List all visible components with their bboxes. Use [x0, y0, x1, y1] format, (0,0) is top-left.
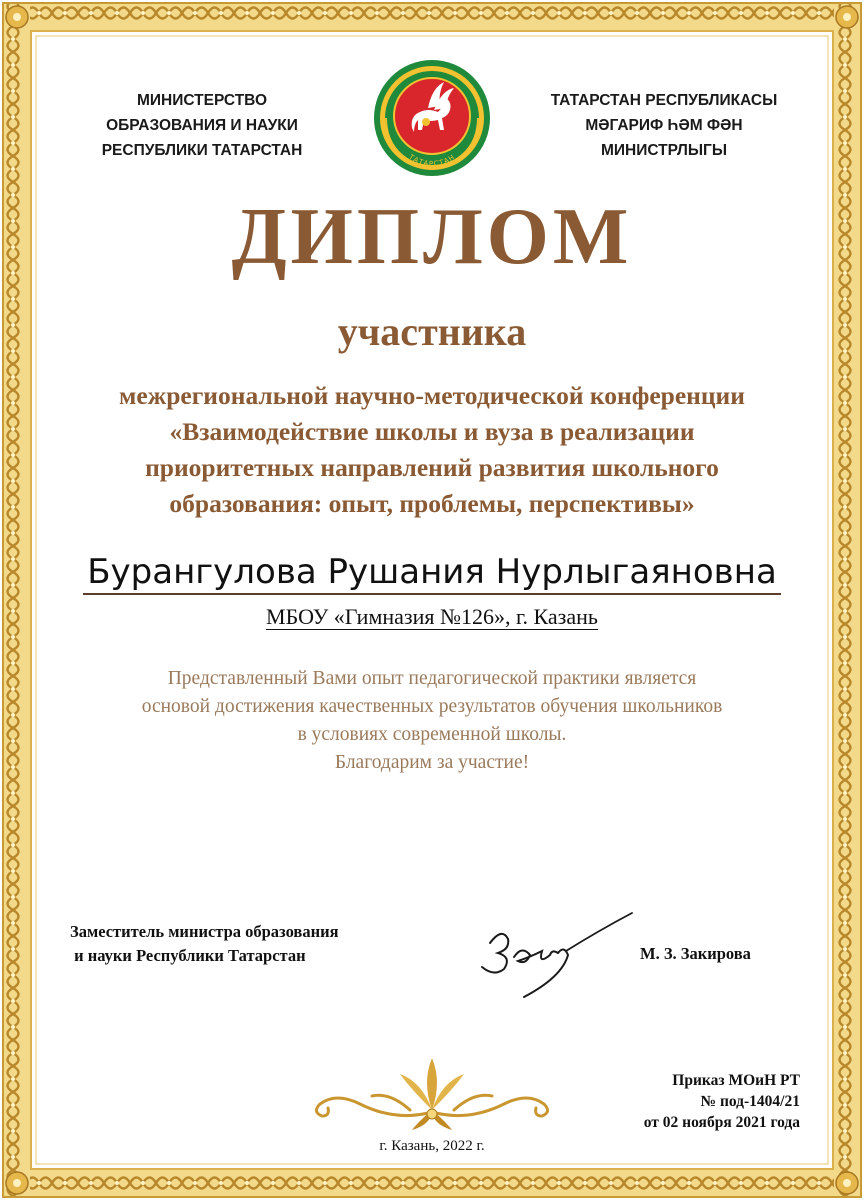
signatory-role — [70, 920, 430, 968]
appreciation-line-4: Благодарим за участие! — [334, 752, 530, 773]
ministry-line-1: МИНИСТЕРСТВО — [136, 92, 268, 109]
ministry-name-tatar — [534, 88, 794, 163]
order-line-2: № под-1404/21 — [700, 1093, 800, 1110]
ministry-tatar-line-2: МӘГАРИФ ҺӘМ ФӘН — [585, 117, 743, 134]
ministry-tatar-line-3: МИНИСТРЛЫГЫ — [600, 142, 728, 159]
conference-line-4: образования: опыт, проблемы, перспективы» — [169, 489, 695, 518]
diploma-subtitle: участника — [337, 309, 527, 354]
appreciation-line-1: Представленный Вами опыт педагогической практики является — [167, 668, 697, 689]
handwritten-signature — [468, 905, 648, 1005]
signatory-role-line-1: Заместитель министра образования — [70, 922, 339, 941]
gold-flourish-ornament — [300, 1052, 564, 1134]
signatory-name: М. З. Закирова — [640, 944, 751, 963]
order-reference — [600, 1070, 800, 1133]
recipient-school: МБОУ «Гимназия №126», г. Казань — [266, 604, 598, 629]
ministry-name-russian — [72, 88, 332, 163]
tatarstan-emblem-icon — [372, 58, 492, 178]
appreciation-line-2: основой достижения качественных результатов обучения школьников — [141, 696, 723, 717]
appreciation-text — [60, 665, 804, 777]
conference-description — [40, 378, 824, 522]
conference-line-2: «Взаимодействие школы и вуза в реализации — [169, 417, 695, 446]
signatory-role-line-2: и науки Республики Татарстан — [70, 946, 306, 965]
ministry-line-3: РЕСПУБЛИКИ ТАТАРСТАН — [101, 142, 303, 159]
city-and-year: г. Казань, 2022 г. — [379, 1138, 485, 1154]
order-line-3: от 02 ноября 2021 года — [643, 1114, 800, 1131]
conference-line-1: межрегиональной научно-методической конференции — [119, 381, 745, 410]
conference-line-3: приоритетных направлений развития школьного — [145, 453, 719, 482]
appreciation-line-3: в условиях современной школы. — [297, 724, 567, 745]
ministry-tatar-line-1: ТАТАРСТАН РЕСПУБЛИКАСЫ — [550, 92, 778, 109]
svg-text:ТАТАРСТАН: ТАТАРСТАН — [407, 152, 457, 169]
order-line-1: Приказ МОиН РТ — [672, 1072, 800, 1089]
recipient-name: Бурангулова Рушания Нурлыгаяновна — [83, 552, 781, 595]
ministry-line-2: ОБРАЗОВАНИЯ И НАУКИ — [106, 117, 298, 134]
diploma-title: ДИПЛОМ — [231, 193, 633, 281]
recipient-name-block — [0, 552, 864, 592]
recipient-school-block — [0, 604, 864, 630]
